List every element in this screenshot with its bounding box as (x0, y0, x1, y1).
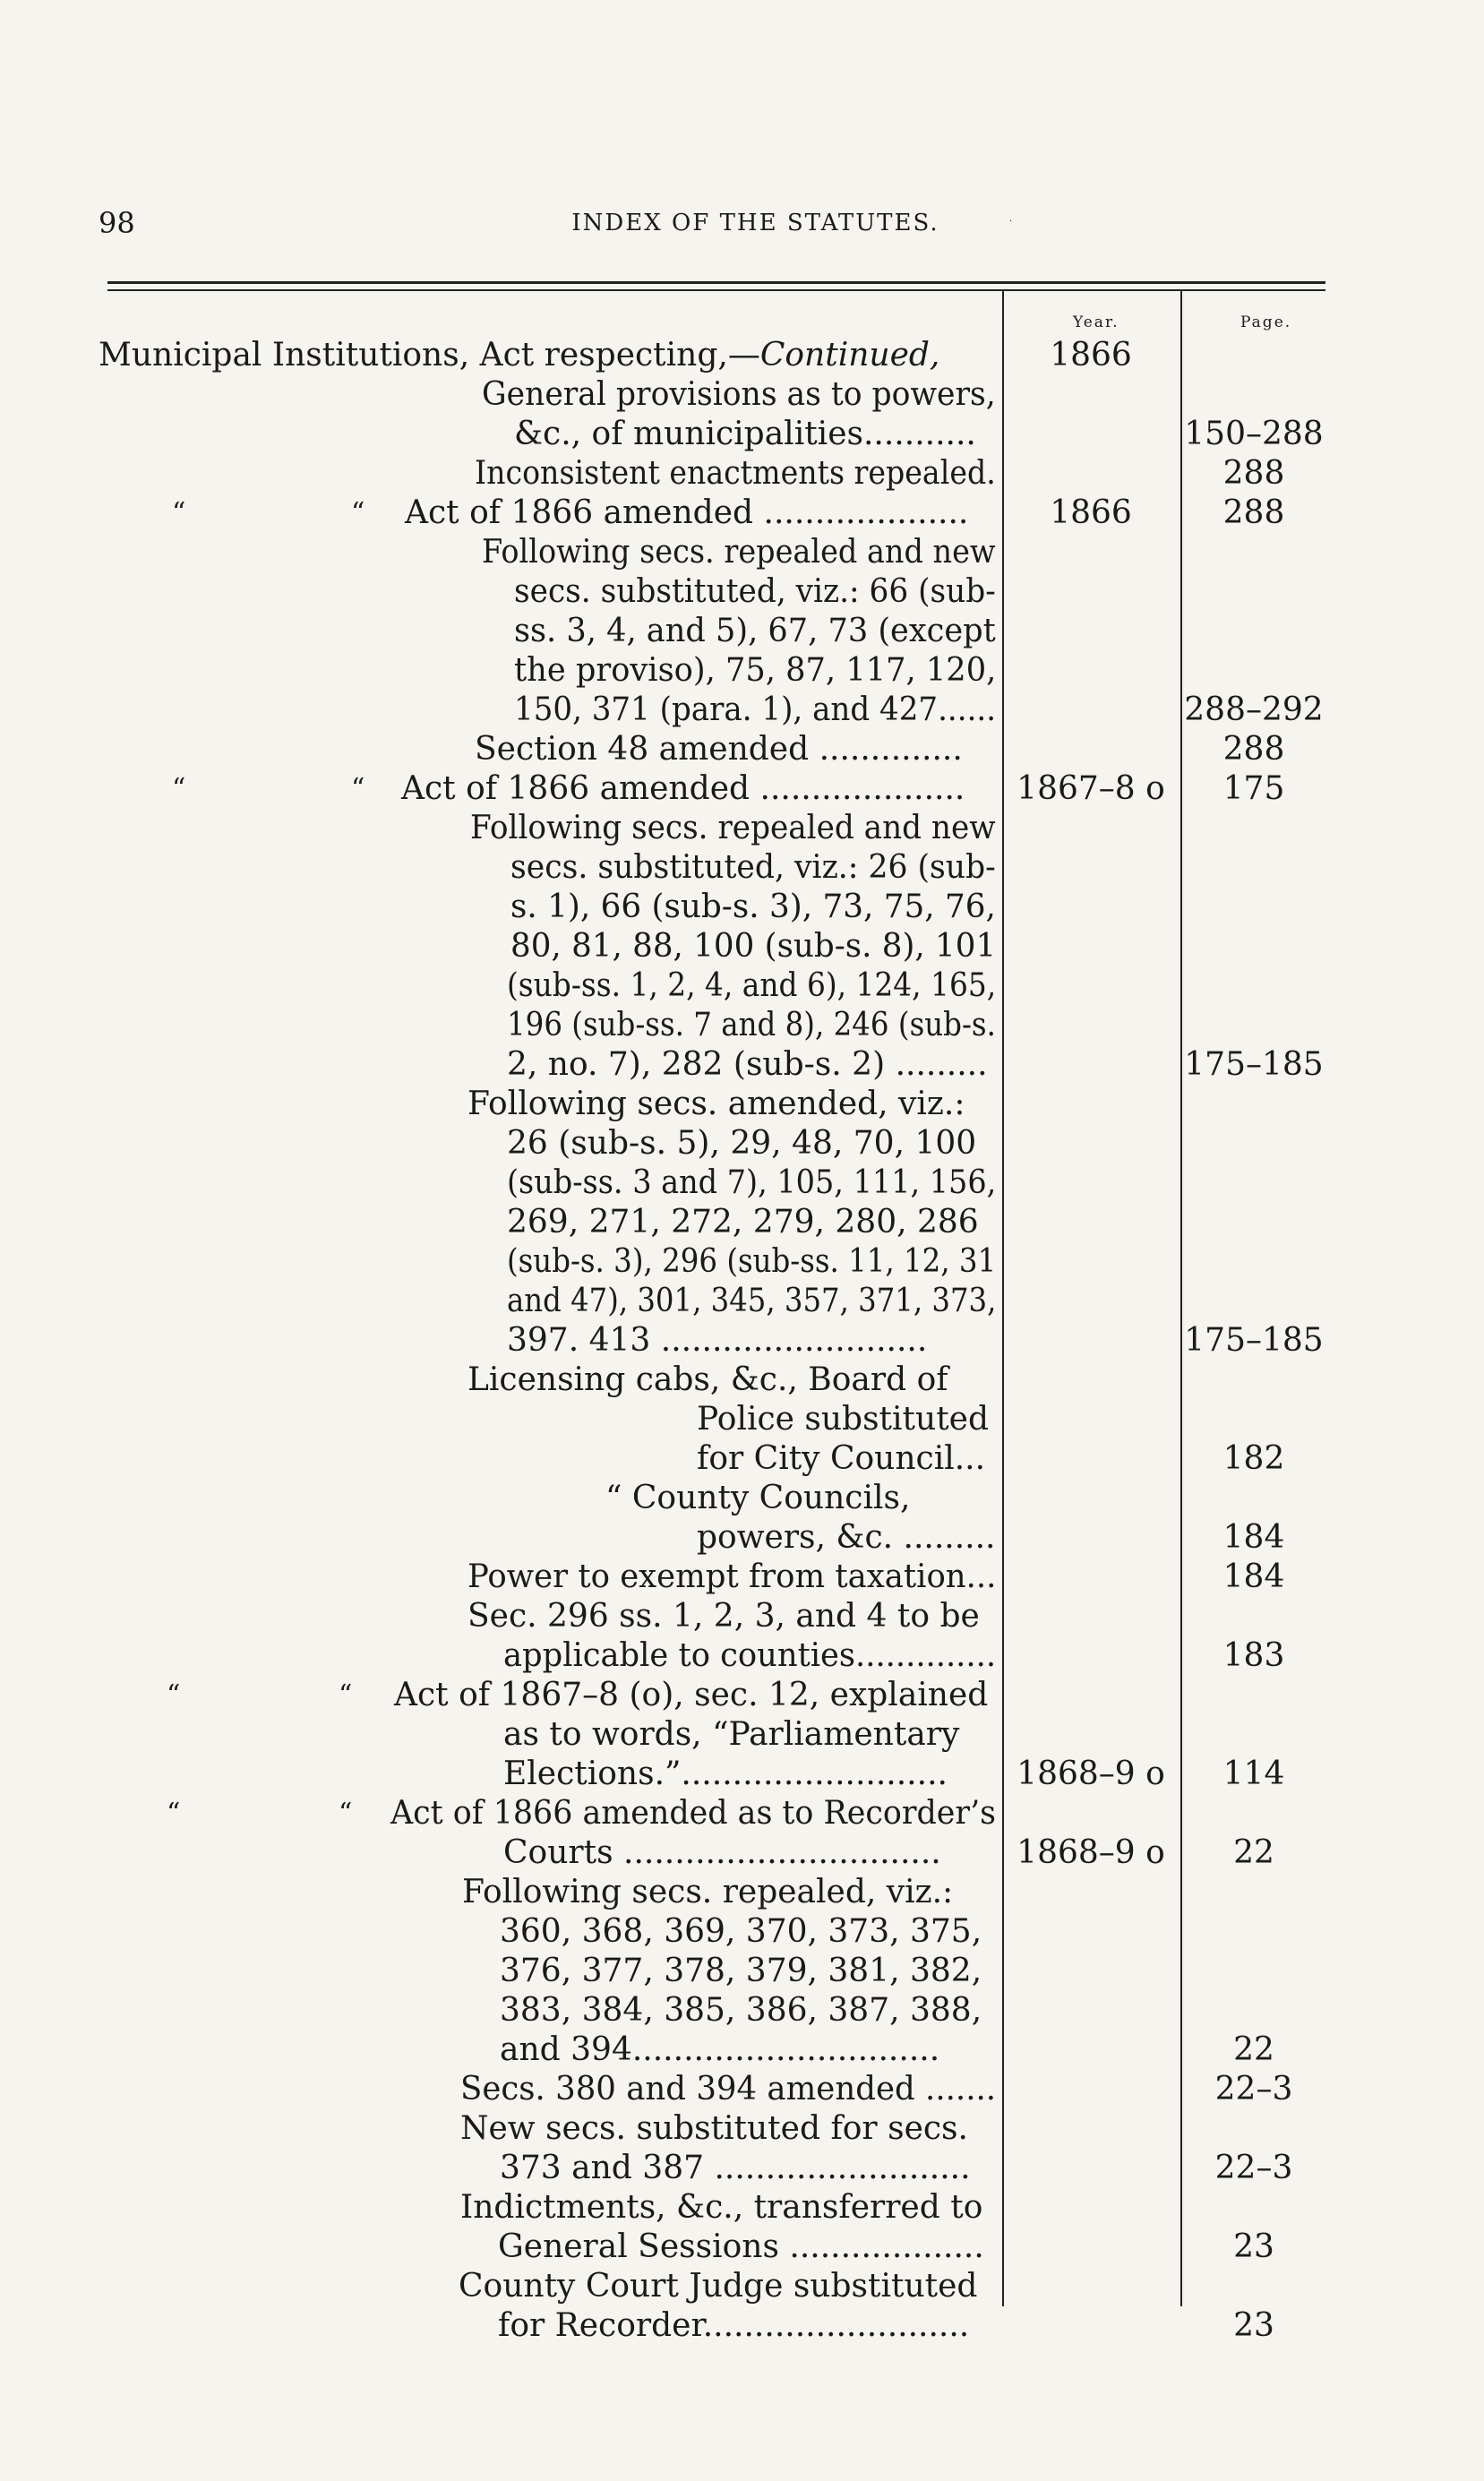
entry-subheading: Act of 1867–8 (o), sec. 12, explained (394, 1677, 989, 1713)
entry-text: 360, 368, 369, 370, 373, 375, (500, 1913, 982, 1950)
index-line (0, 2267, 1484, 2306)
entry-text: 80, 81, 88, 100 (sub-s. 8), 101 (510, 928, 997, 965)
index-line (0, 1912, 1484, 1952)
entry-text: General provisions as to powers, (482, 376, 996, 413)
ditto-mark: “ (339, 1679, 353, 1711)
ditto-mark: “ (339, 1798, 353, 1829)
page-cell: 150–288 (1184, 416, 1324, 452)
entry-text: 373 and 387 ......................... (500, 2150, 971, 2186)
year-cell: 1866 (1050, 337, 1132, 373)
entry-text: 383, 384, 385, 386, 387, 388, (500, 1992, 982, 2029)
index-line (0, 375, 1484, 415)
ditto-mark: “ (351, 773, 365, 804)
ditto-mark: “ (172, 773, 186, 804)
entry-text: 196 (sub-ss. 7 and 8), 246 (sub-s. (507, 1007, 996, 1043)
year-cell: 1866 (1050, 494, 1132, 531)
entry-text: s. 1), 66 (sub-s. 3), 73, 75, 76, (510, 889, 996, 925)
entry-text: secs. substituted, viz.: 26 (sub- (510, 849, 996, 886)
page-cell: 175–185 (1184, 1322, 1324, 1359)
page-cell: 22 (1233, 2031, 1274, 2068)
page-cell: 288 (1222, 455, 1285, 492)
index-line (0, 2109, 1484, 2149)
ditto-mark: “ (167, 1798, 181, 1829)
entry-text: 376, 377, 378, 379, 381, 382, (500, 1953, 982, 1989)
index-line (0, 730, 1484, 769)
running-title: INDEX OF THE STATUTES. (571, 210, 939, 236)
index-line (0, 809, 1484, 848)
entry-text: Section 48 amended .............. (475, 731, 963, 768)
entry-text: for City Council... (697, 1440, 986, 1477)
entry-text: the proviso), 75, 87, 117, 120, (514, 652, 997, 689)
entry-text: Following secs. repealed and new (470, 810, 996, 846)
year-cell: 1868–9 o (1016, 1834, 1165, 1871)
entry-text: 26 (sub-s. 5), 29, 48, 70, 100 (507, 1125, 977, 1162)
entry-subheading: Act of 1866 amended .................... (401, 770, 965, 807)
index-line (0, 1676, 1484, 1715)
index-line (0, 2070, 1484, 2109)
index-line (0, 966, 1484, 1006)
index-line (0, 888, 1484, 927)
entry-text: Following secs. amended, viz.: (468, 1086, 965, 1122)
page-cell: 22 (1233, 1834, 1274, 1871)
entry-text: (sub-s. 3), 296 (sub-ss. 11, 12, 31 (507, 1243, 997, 1280)
index-line (0, 2030, 1484, 2070)
entry-text: 150, 371 (para. 1), and 427...... (514, 691, 997, 728)
index-line (0, 769, 1484, 809)
ditto-mark: “ (351, 497, 365, 528)
index-line (0, 1006, 1484, 1045)
index-line (0, 691, 1484, 730)
entry-text: Courts ............................... (503, 1834, 941, 1871)
index-line (0, 1952, 1484, 1991)
entry-subheading: Act of 1866 amended as to Recorder’s (390, 1795, 997, 1832)
index-line (0, 1361, 1484, 1400)
entry-subheading: Act of 1866 amended .................... (405, 494, 969, 531)
entry-text: &c., of municipalities........... (514, 416, 976, 452)
page-cell: 22–3 (1214, 2071, 1293, 2108)
entry-text: secs. substituted, viz.: 66 (sub- (514, 573, 996, 610)
index-line (0, 1439, 1484, 1479)
entry-text: 269, 271, 272, 279, 280, 286 (507, 1204, 979, 1240)
entry-text: (sub-ss. 1, 2, 4, and 6), 124, 165, (507, 967, 997, 1004)
index-line (0, 2228, 1484, 2267)
index-line (0, 1124, 1484, 1163)
index-line (0, 1045, 1484, 1085)
index-line (0, 1163, 1484, 1203)
index-line (0, 848, 1484, 888)
index-line (0, 651, 1484, 691)
index-line (0, 612, 1484, 651)
year-cell: 1868–9 o (1016, 1756, 1165, 1792)
entry-heading: Municipal Institutions, Act respecting,—Continued, (99, 337, 940, 373)
entry-text: for Recorder.......................... (498, 2307, 970, 2344)
page-cell: 184 (1222, 1558, 1285, 1595)
entry-text: Inconsistent enactments repealed. (475, 455, 996, 492)
index-line (0, 1558, 1484, 1597)
index-line (0, 1242, 1484, 1282)
header-rule-top (107, 281, 1325, 284)
page-cell: 23 (1233, 2307, 1274, 2344)
entry-text: as to words, “Parliamentary (503, 1716, 960, 1753)
page-number: 98 (99, 206, 135, 240)
entry-text: 2, no. 7), 282 (sub-s. 2) ......... (507, 1046, 988, 1083)
page-cell: 114 (1222, 1756, 1285, 1792)
page-cell: 288–292 (1184, 691, 1324, 728)
index-line (0, 1755, 1484, 1794)
index-line (0, 1597, 1484, 1636)
entry-text: applicable to counties.............. (503, 1637, 997, 1674)
index-line (0, 1991, 1484, 2030)
index-line (0, 1794, 1484, 1833)
page-cell: 22–3 (1214, 2150, 1293, 2186)
entry-text: County Court Judge substituted (459, 2268, 978, 2305)
year-column-heading: Year. (1073, 313, 1119, 331)
index-line (0, 2306, 1484, 2346)
index-line (0, 1715, 1484, 1755)
page-cell: 184 (1222, 1519, 1285, 1556)
page-cell: 182 (1222, 1440, 1285, 1477)
index-line (0, 1085, 1484, 1124)
entry-text: and 394.............................. (500, 2031, 940, 2068)
ditto-mark: “ (167, 1679, 181, 1711)
page-cell: 183 (1222, 1637, 1285, 1674)
index-line (0, 494, 1484, 533)
index-line (0, 1518, 1484, 1558)
index-line (0, 572, 1484, 612)
index-line (0, 1479, 1484, 1518)
index-line (0, 336, 1484, 375)
page-cell: 288 (1222, 494, 1285, 531)
index-line (0, 454, 1484, 494)
entry-text: powers, &c. ......... (697, 1519, 996, 1556)
print-speck: · (1009, 217, 1013, 227)
index-line (0, 1636, 1484, 1676)
entry-text: Police substituted (697, 1401, 990, 1438)
entry-text: Elections.”.......................... (503, 1756, 948, 1792)
entry-text: (sub-ss. 3 and 7), 105, 111, 156, (507, 1164, 997, 1201)
index-line (0, 533, 1484, 572)
index-line (0, 1203, 1484, 1242)
index-entries (0, 336, 1484, 2346)
index-line (0, 1873, 1484, 1912)
index-line (0, 415, 1484, 454)
entry-text: Following secs. repealed, viz.: (462, 1874, 954, 1910)
header-rule-bottom (107, 289, 1325, 291)
entry-text: Sec. 296 ss. 1, 2, 3, and 4 to be (468, 1598, 980, 1635)
entry-text: and 47), 301, 345, 357, 371, 373, (507, 1283, 997, 1319)
index-line (0, 1400, 1484, 1439)
entry-text: Power to exempt from taxation... (468, 1558, 997, 1595)
entry-text: 397. 413 .......................... (507, 1322, 928, 1359)
index-line (0, 1282, 1484, 1321)
index-line (0, 2188, 1484, 2228)
index-line (0, 2149, 1484, 2188)
page-column-heading: Page. (1240, 313, 1292, 331)
entry-text: Secs. 380 and 394 amended ....... (460, 2071, 997, 2108)
year-cell: 1867–8 o (1016, 770, 1165, 807)
page-cell: 175–185 (1184, 1046, 1324, 1083)
entry-text: Indictments, &c., transferred to (460, 2189, 983, 2226)
entry-text: Licensing cabs, &c., Board of (468, 1361, 948, 1398)
page-cell: 23 (1233, 2228, 1274, 2265)
entry-text: General Sessions ................... (498, 2228, 984, 2265)
page-header (0, 206, 1484, 251)
entry-text: ss. 3, 4, and 5), 67, 73 (except (514, 613, 996, 649)
index-line (0, 1833, 1484, 1873)
ditto-mark: “ (172, 497, 186, 528)
index-line (0, 1321, 1484, 1361)
page-cell: 175 (1222, 770, 1285, 807)
entry-text: “ County Councils, (605, 1480, 911, 1516)
page-cell: 288 (1222, 731, 1285, 768)
entry-text: Following secs. repealed and new (482, 534, 996, 571)
entry-text: New secs. substituted for secs. (460, 2110, 968, 2147)
index-line (0, 927, 1484, 966)
